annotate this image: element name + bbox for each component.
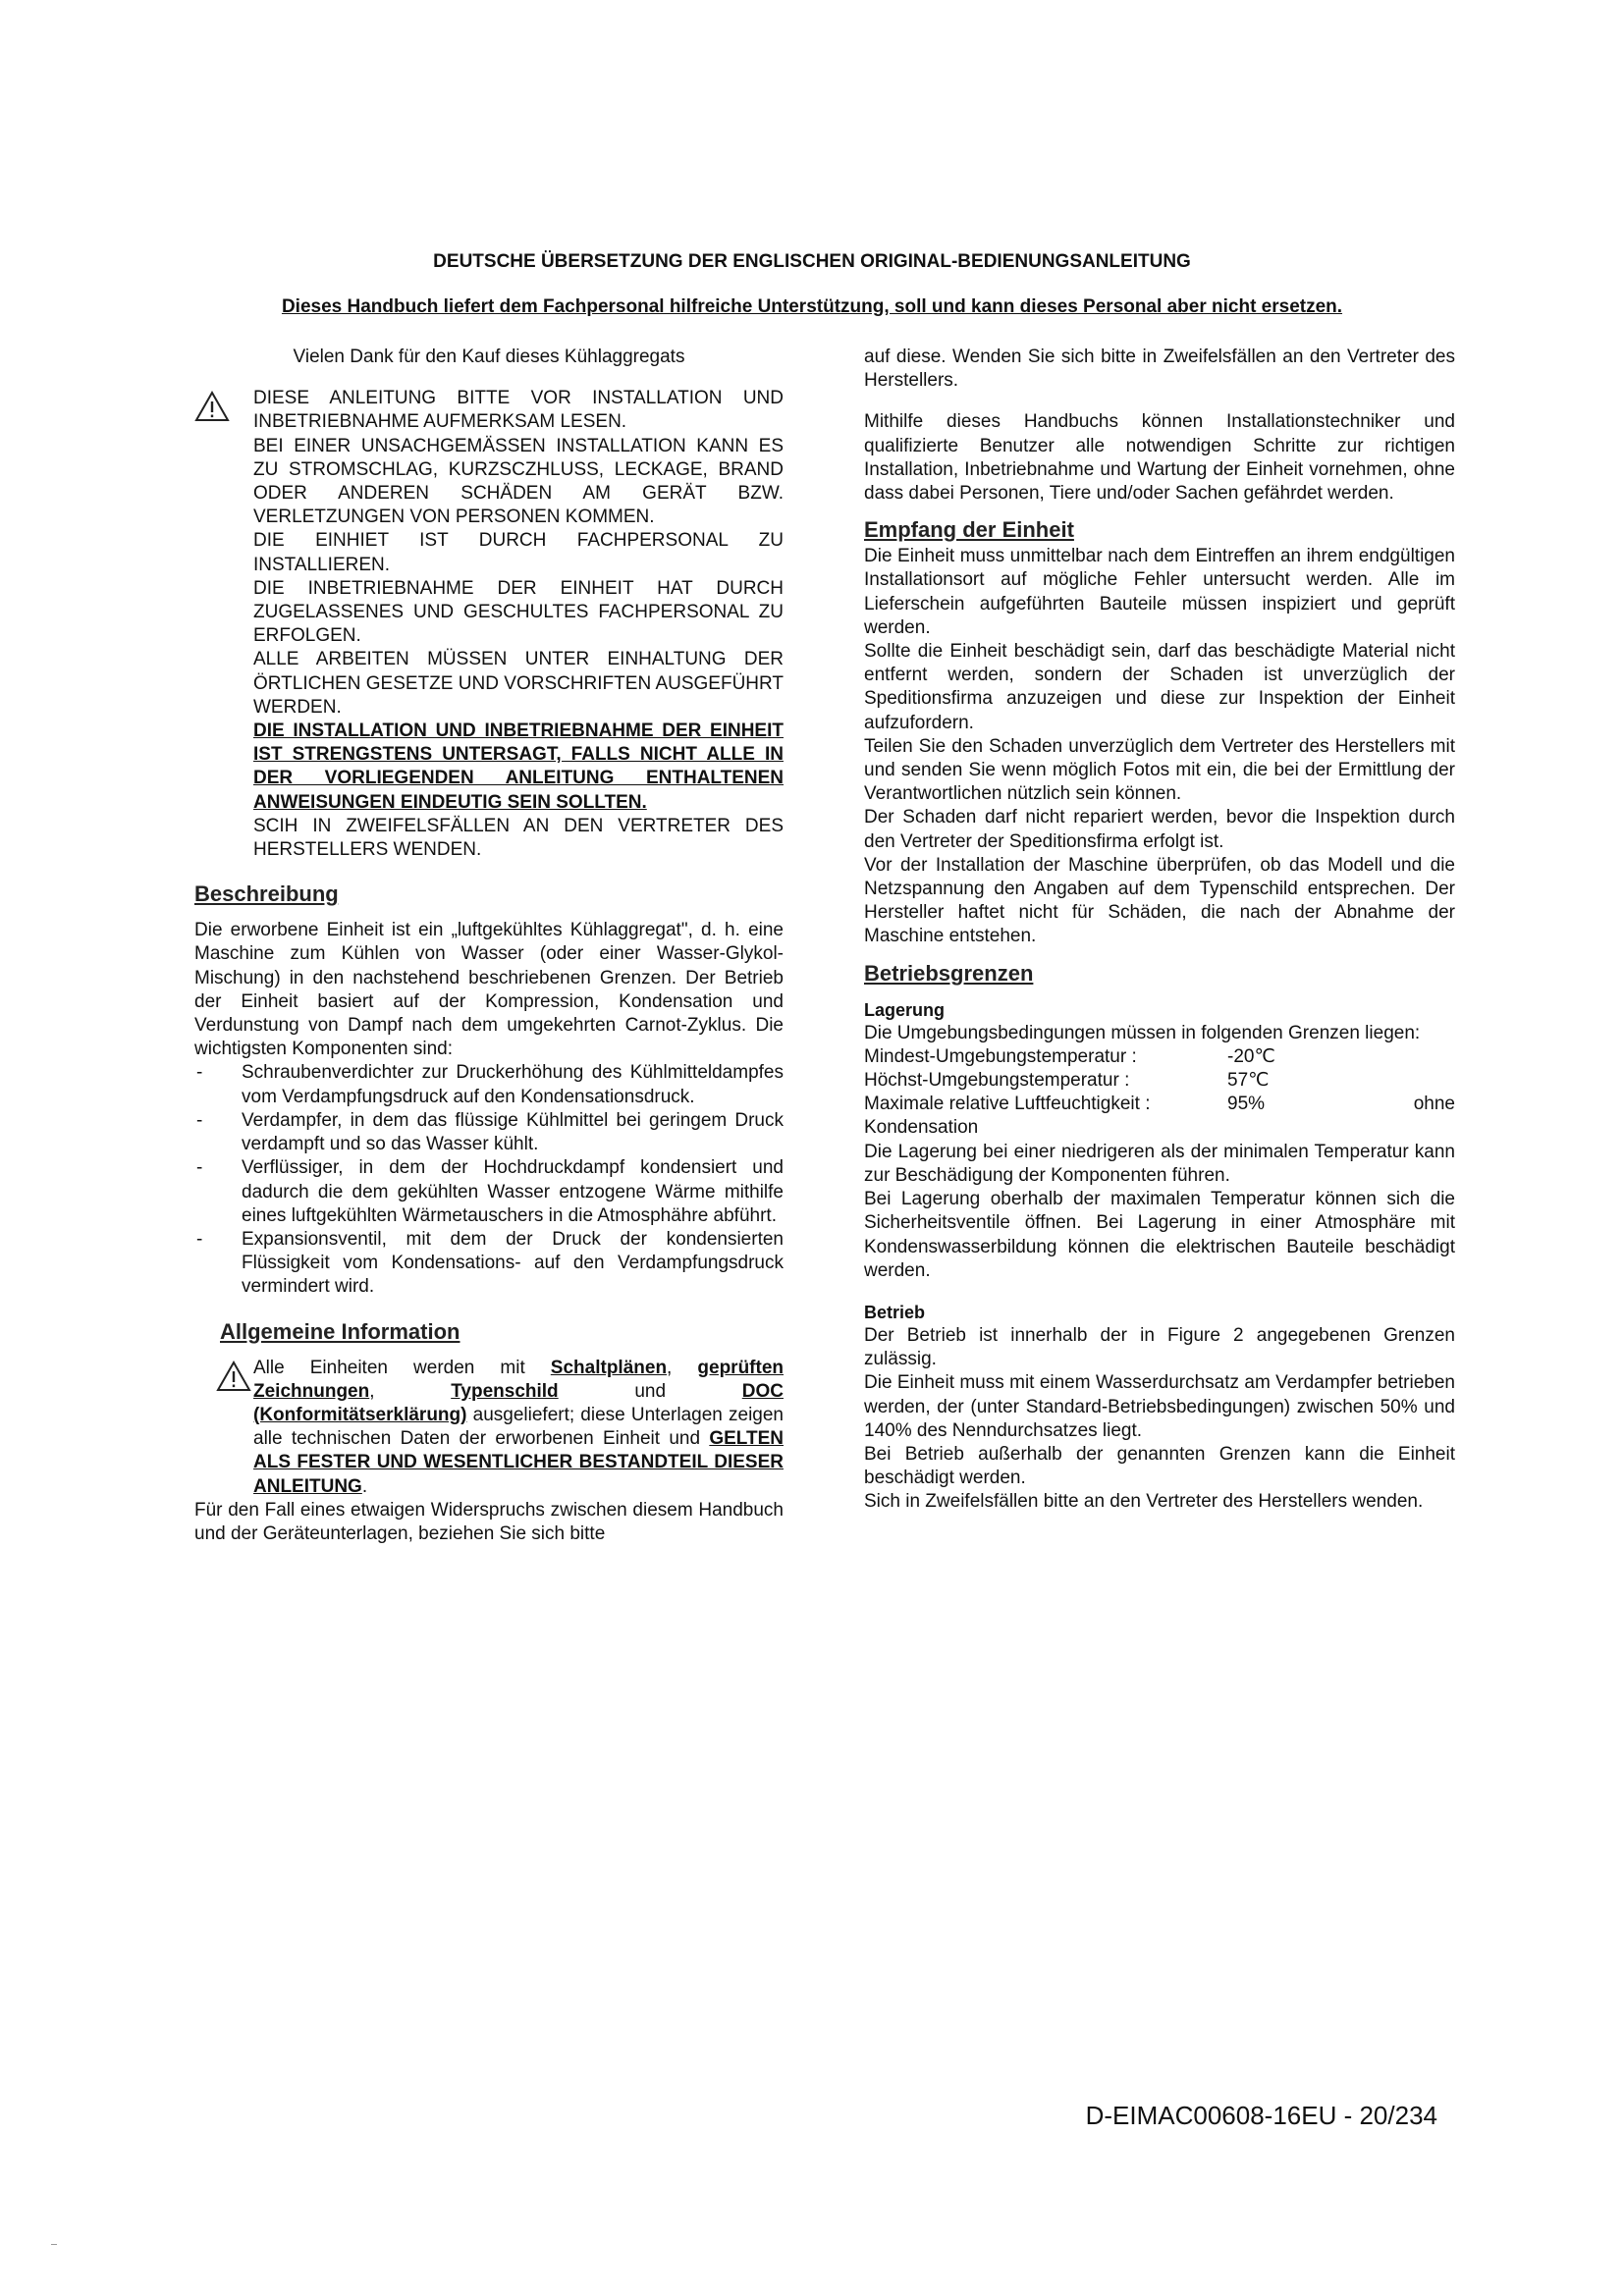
allgemeine-text: ausgeliefert; diese Unterlagen zeigen alle technischen Daten der erworbenen Einheit und: [253, 1404, 784, 1450]
allgemeine-bold: Schaltplänen: [550, 1357, 668, 1378]
thanks-line: Vielen Dank für den Kauf dieses Kühlaggregats: [293, 347, 685, 367]
env-value: -20℃: [1227, 1045, 1275, 1067]
empfang-paragraph: Der Schaden darf nicht repariert werden, bevor die Inspektion durch den Vertreter der Speditionsfirma erfolgt ist.: [864, 807, 1455, 852]
section-heading-betriebsgrenzen: Betriebsgrenzen: [864, 960, 1034, 986]
component-list: [194, 1061, 784, 1299]
allgemeine-bold: geprüften Zeichnungen: [253, 1357, 784, 1402]
list-item: - Schraubenverdichter zur Druckerhöhung des Kühlmitteldampfes vom Verdampfungsdruck auf den Kondensationsdruck.: [194, 1061, 784, 1108]
env-row: [864, 1045, 1455, 1069]
warning-line: BEI EINER UNSACHGEMÄSSEN INSTALLATION KANN ES ZU STROMSCHLAG, KURZSCZHLUSS, LECKAGE, BRAND ODER ANDEREN SCHÄDEN AM GERÄT BZW. VERLETZUNGEN VON PERSONEN KOMMEN.: [253, 435, 784, 528]
allgemeine-text: Alle Einheiten werden mit: [253, 1357, 551, 1378]
right-column: [864, 346, 1455, 1515]
env-label: Maximale relative Luftfeuchtigkeit :: [864, 1094, 1151, 1115]
list-item: - Verdampfer, in dem das flüssige Kühlmittel bei geringem Druck verdampft und so das Wasser kühlt.: [194, 1109, 784, 1156]
list-item: - Expansionsventil, mit dem der Druck der kondensierten Flüssigkeit vom Kondensations- auf den Verdampfungsdruck vermindert wird.: [194, 1228, 784, 1300]
list-item: - Verflüssiger, in dem der Hochdruckdampf kondensiert und dadurch die dem gekühlten Wasser entzogene Wärme mithilfe eines luftgekühlten Wärmetauschers in die Atmosphähre abführt.: [194, 1156, 784, 1228]
lagerung-intro: Die Umgebungsbedingungen müssen in folgenden Grenzen liegen:: [864, 1022, 1421, 1043]
section-heading-empfang: Empfang der Einheit: [864, 517, 1074, 543]
env-label: Mindest-Umgebungstemperatur :: [864, 1045, 1137, 1067]
document-subtitle: Dieses Handbuch liefert dem Fachpersonal hilfreiche Unterstützung, soll und kann dieses Personal aber nicht ersetzen.: [281, 296, 1343, 317]
allgemeine-text: .: [361, 1475, 368, 1497]
warning-line: DIE INBETRIEBNAHME DER EINHEIT HAT DURCH ZUGELASSENES UND GESCHULTES FACHPERSONAL ZU ERFOLGEN.: [253, 577, 784, 647]
beschreibung-intro: Die erworbene Einheit ist ein „luftgekühltes Kühlaggregat", d. h. eine Maschine zum Kühlen von Wasser (oder einer Wasser-Glykol-Mischung) in den nachstehend beschriebenen Grenzen. Der Betrieb der Einheit basiert auf der Kompression, Kondensation und Verdunstung von Dampf nach dem umgekehrten Carnot-Zyklus. Die wichtigsten Komponenten sind:: [194, 920, 784, 1060]
allgemeine-bold: Typenschild: [451, 1380, 559, 1402]
warning-line: ALLE ARBEITEN MÜSSEN UNTER EINHALTUNG DER ÖRTLICHEN GESETZE UND VORSCHRIFTEN AUSGEFÜHRT WERDEN.: [253, 649, 784, 718]
betrieb-paragraph: Die Einheit muss mit einem Wasserdurchsatz am Verdampfer betrieben werden, der (unter Standard-Betriebsbedingungen) zwischen 50% und 140% des Nenndurchsatzes liegt.: [864, 1372, 1455, 1441]
env-row: [864, 1093, 1455, 1116]
empfang-paragraph: Die Einheit muss unmittelbar nach dem Eintreffen an ihrem endgültigen Installationsort auf mögliche Fehler untersucht werden. Alle im Lieferschein aufgeführten Bauteile müssen inspiziert und geprüft werden.: [864, 546, 1455, 638]
lagerung-paragraph: Die Lagerung bei einer niedrigeren als der minimalen Temperatur kann zur Beschädigung der Komponenten führen.: [864, 1141, 1455, 1186]
section-heading-allgemeine: Allgemeine Information: [220, 1318, 460, 1344]
allgemeine-text: und: [558, 1380, 742, 1402]
betrieb-paragraph: Bei Betrieb außerhalb der genannten Grenzen kann die Einheit beschädigt werden.: [864, 1443, 1455, 1489]
document-title: DEUTSCHE ÜBERSETZUNG DER ENGLISCHEN ORIGINAL-BEDIENUNGSANLEITUNG: [433, 251, 1191, 272]
allgemeine-bold: GELTEN ALS FESTER UND WESENTLICHER BESTANDTEIL DIESER ANLEITUNG: [253, 1428, 784, 1497]
warning-bold-notice: DIE INSTALLATION UND INBETRIEBNAHME DER EINHEIT IST STRENGSTENS UNTERSAGT, FALLS NICHT ALLE IN DER VORLIEGENDEN ANLEITUNG ENTHALTENEN ANWEISUNGEN EINDEUTIG SEIN SOLLTEN.: [253, 721, 784, 813]
warning-line: DIE EINHIET IST DURCH FACHPERSONAL ZU INSTALLIEREN.: [253, 530, 784, 575]
empfang-paragraph: Teilen Sie den Schaden unverzüglich dem Vertreter des Herstellers mit und senden Sie wenn möglich Fotos mit ein, die bei der Ermittlung der Verantwortlichen nützlich sein können.: [864, 735, 1455, 805]
allgemeine-text: ,: [667, 1357, 698, 1378]
allgemeine-notice: [194, 1357, 784, 1499]
safety-warning: [194, 387, 784, 862]
scan-mark: [51, 2244, 57, 2245]
betrieb-paragraph: Sich in Zweifelsfällen bitte an den Vertreter des Herstellers wenden.: [864, 1491, 1424, 1513]
warning-final: SCIH IN ZWEIFELSFÄLLEN AN DEN VERTRETER DES HERSTELLERS WENDEN.: [253, 815, 784, 861]
warning-triangle-icon: [216, 1361, 251, 1392]
env-row: [864, 1069, 1455, 1093]
empfang-paragraph: Vor der Installation der Maschine überprüfen, ob das Modell und die Netzspannung den Angaben auf dem Typenschild entsprechen. Der Hersteller haftet nicht für Schäden, die nach der Abnahme der Maschine entstehen.: [864, 854, 1455, 947]
warning-triangle-icon: [194, 391, 230, 422]
allgemeine-text: ,: [369, 1380, 452, 1402]
section-heading-beschreibung: Beschreibung: [194, 881, 339, 907]
page-footer: D-EIMAC00608-16EU - 20/234: [1085, 2101, 1437, 2130]
warning-line: DIESE ANLEITUNG BITTE VOR INSTALLATION UND INBETRIEBNAHME AUFMERKSAM LESEN.: [253, 388, 784, 433]
empfang-paragraph: Sollte die Einheit beschädigt sein, darf das beschädigte Material nicht entfernt werden, sondern der Schaden ist unverzüglich der Speditionsfirma anzuzeigen und diese zur Inspektion der Einheit aufzufordern.: [864, 641, 1455, 733]
env-tail: Kondensation: [864, 1117, 979, 1139]
allgemeine-paragraph: Für den Fall eines etwaigen Widerspruchs zwischen diesem Handbuch und der Geräteunterlagen, beziehen Sie sich bitte: [194, 1499, 784, 1544]
env-value: 95%: [1227, 1094, 1266, 1115]
allgemeine-bold: DOC (Konformitätserklärung): [253, 1380, 784, 1425]
env-label: Höchst-Umgebungstemperatur :: [864, 1070, 1130, 1092]
env-extra: ohne: [1413, 1094, 1455, 1115]
left-column: [194, 346, 784, 1546]
subheading-lagerung: Lagerung: [864, 999, 946, 1020]
mithilfe-paragraph: Mithilfe dieses Handbuchs können Installationstechniker und qualifizierte Benutzer alle notwendigen Schritte zur richtigen Installation, Inbetriebnahme und Wartung der Einheit vornehmen, ohne dass dabei Personen, Tiere und/oder Sachen gefährdet werden.: [864, 411, 1455, 505]
lagerung-paragraph: Bei Lagerung oberhalb der maximalen Temperatur können sich die Sicherheitsventile öffnen. Bei Lagerung in einer Atmosphäre mit Kondenswasserbildung können die elektrischen Bauteile beschädigt werden.: [864, 1189, 1455, 1281]
subheading-betrieb: Betrieb: [864, 1302, 926, 1322]
env-value: 57℃: [1227, 1070, 1270, 1092]
continuation-paragraph: auf diese. Wenden Sie sich bitte in Zweifelsfällen an den Vertreter des Herstellers.: [864, 347, 1455, 392]
betrieb-paragraph: Der Betrieb ist innerhalb der in Figure 2 angegebenen Grenzen zulässig.: [864, 1324, 1455, 1370]
